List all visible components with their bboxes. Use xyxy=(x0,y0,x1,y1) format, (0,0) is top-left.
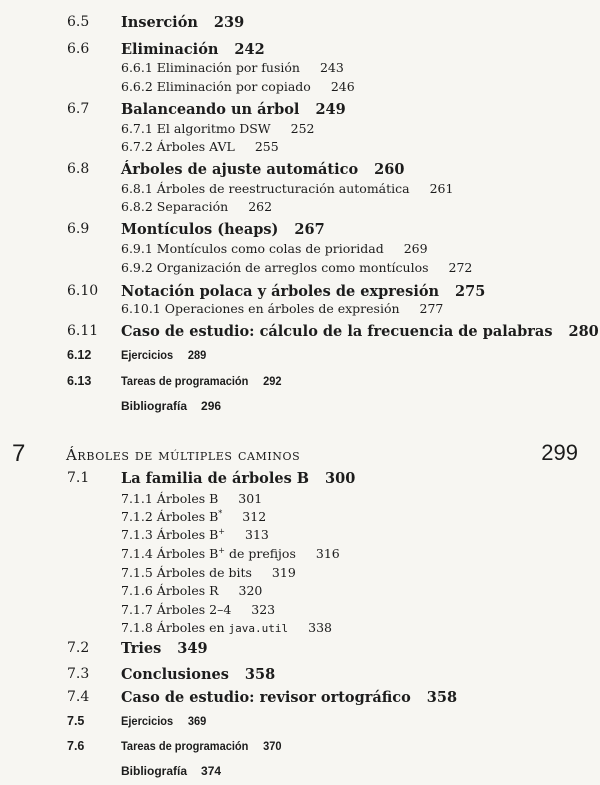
toc-subsection xyxy=(121,199,272,214)
bibliography-entry xyxy=(121,399,221,413)
subsection-page: 272 xyxy=(448,260,473,275)
chapter-heading xyxy=(0,440,600,470)
subsection-page: 319 xyxy=(271,565,296,580)
section-title-text: Ejercicios xyxy=(121,348,174,362)
subsection-title: Árboles R xyxy=(156,583,219,598)
section-page: 267 xyxy=(294,221,325,238)
bibliography-page: 296 xyxy=(201,399,222,413)
section-title-text: Montículos (heaps) xyxy=(121,221,279,238)
subsection-number: 6.8.2 xyxy=(121,199,153,214)
subsection-title: Eliminación por copiado xyxy=(156,79,311,94)
section-number: 7.6 xyxy=(67,739,85,753)
subsection-title: Operaciones en árboles de expresión xyxy=(164,301,400,316)
subsection-title: Árboles de reestructuración automática xyxy=(156,181,410,196)
subsection-number: 6.7.2 xyxy=(121,139,153,154)
subsection-title: Árboles AVL xyxy=(156,139,235,154)
section-title-text: Árboles de ajuste automático xyxy=(121,161,359,178)
subsection-title: Árboles B xyxy=(156,546,219,561)
section-page: 239 xyxy=(213,14,245,31)
toc-subsection xyxy=(121,241,428,256)
section-number: 6.8 xyxy=(67,161,90,177)
section-page: 349 xyxy=(177,640,208,657)
section-title-text: La familia de árboles B xyxy=(121,470,310,487)
section-title xyxy=(121,739,282,753)
section-title-text: Eliminación xyxy=(121,41,219,58)
section-title xyxy=(121,374,282,388)
section-title xyxy=(121,348,206,362)
section-title-text: Caso de estudio: cálculo de la frecuencia de palabras xyxy=(121,323,553,340)
toc-subsection xyxy=(121,620,332,635)
toc-subsection xyxy=(121,60,344,75)
section-page: 280 xyxy=(568,323,599,340)
section-title xyxy=(121,161,404,178)
section-title xyxy=(121,323,599,340)
section-number: 6.12 xyxy=(67,348,92,362)
subsection-number: 7.1.3 xyxy=(121,527,153,542)
section-page: 260 xyxy=(374,161,405,178)
toc-subsection xyxy=(121,565,296,580)
section-number: 6.5 xyxy=(67,14,90,30)
toc-subsection xyxy=(121,583,262,598)
subsection-page: 252 xyxy=(290,121,315,136)
subsection-page: 301 xyxy=(238,491,263,506)
section-title-text: Notación polaca y árboles de expresión xyxy=(121,283,440,300)
section-number: 7.1 xyxy=(67,470,90,486)
subsection-page: 313 xyxy=(245,527,269,542)
section-title xyxy=(121,714,206,728)
subsection-number: 7.1.1 xyxy=(121,491,153,506)
toc-subsection xyxy=(121,301,443,316)
section-page: 358 xyxy=(244,666,276,683)
bibliography-entry xyxy=(121,764,221,778)
section-title-text: Ejercicios xyxy=(121,714,174,728)
toc-subsection xyxy=(121,181,453,196)
section-page: 242 xyxy=(234,41,265,58)
section-page: 289 xyxy=(187,348,207,362)
subsection-page: 246 xyxy=(330,79,355,94)
section-page: 275 xyxy=(455,283,486,300)
section-number: 7.3 xyxy=(67,666,90,682)
subsection-number: 7.1.4 xyxy=(121,546,153,561)
subsection-page: 277 xyxy=(419,301,444,316)
section-title xyxy=(121,689,457,706)
subsection-title: El algoritmo DSW xyxy=(156,121,271,136)
subsection-number: 7.1.2 xyxy=(121,509,153,524)
subsection-title: Árboles 2–4 xyxy=(156,602,232,617)
subsection-title: Separación xyxy=(156,199,229,214)
subsection-page: 269 xyxy=(403,241,428,256)
section-title-text: Caso de estudio: revisor ortográfico xyxy=(121,689,411,706)
section-title xyxy=(121,41,265,58)
subsection-title: Eliminación por fusión xyxy=(156,60,300,75)
subsection-page: 261 xyxy=(429,181,454,196)
subsection-page: 316 xyxy=(315,546,340,561)
section-title-text: Tareas de programación xyxy=(121,739,249,753)
bibliography-label: Bibliografía xyxy=(121,399,188,413)
section-number: 6.10 xyxy=(67,283,99,299)
toc-subsection xyxy=(121,509,266,524)
section-title xyxy=(121,640,208,657)
subsection-number: 6.6.2 xyxy=(121,79,153,94)
subsection-number: 7.1.7 xyxy=(121,602,153,617)
section-title-text: Balanceando un árbol xyxy=(121,101,300,118)
bibliography-label: Bibliografía xyxy=(121,764,188,778)
subsection-title: Árboles B xyxy=(156,527,219,542)
subsection-title: Árboles de bits xyxy=(156,565,252,580)
section-number: 6.6 xyxy=(67,41,90,57)
section-title-text: Inserción xyxy=(121,14,198,31)
subsection-code: java.util xyxy=(228,622,289,635)
section-title xyxy=(121,470,355,487)
subsection-page: 323 xyxy=(251,602,276,617)
section-number: 6.9 xyxy=(67,221,90,237)
section-title xyxy=(121,666,275,683)
section-title-text: Tries xyxy=(121,640,162,657)
toc-subsection xyxy=(121,260,472,275)
subsection-title: Organización de arreglos como montículos xyxy=(156,260,429,275)
section-title-text: Conclusiones xyxy=(121,666,229,683)
subsection-number: 6.6.1 xyxy=(121,60,153,75)
subsection-number: 7.1.5 xyxy=(121,565,153,580)
section-page: 369 xyxy=(187,714,207,728)
toc-subsection xyxy=(121,527,269,542)
section-number: 7.4 xyxy=(67,689,90,705)
section-page: 249 xyxy=(315,101,346,118)
subsection-number: 6.10.1 xyxy=(121,301,161,316)
section-title xyxy=(121,283,485,300)
section-page: 358 xyxy=(426,689,458,706)
subsection-superscript: + xyxy=(218,545,225,555)
chapter-page: 299 xyxy=(541,440,578,465)
section-number: 6.11 xyxy=(67,323,99,339)
section-page: 370 xyxy=(263,739,282,753)
subsection-superscript: + xyxy=(218,526,225,536)
subsection-page: 312 xyxy=(242,509,267,524)
section-number: 7.2 xyxy=(67,640,90,656)
toc-subsection xyxy=(121,546,340,561)
subsection-page: 243 xyxy=(319,60,344,75)
section-page: 292 xyxy=(263,374,282,388)
toc-subsection xyxy=(121,79,355,94)
subsection-number: 6.7.1 xyxy=(121,121,153,136)
section-number: 6.7 xyxy=(67,101,90,117)
section-title xyxy=(121,14,244,31)
section-title xyxy=(121,221,325,238)
subsection-number: 7.1.8 xyxy=(121,620,153,635)
subsection-title: Árboles B xyxy=(156,509,219,524)
subsection-page: 262 xyxy=(248,199,273,214)
subsection-page: 338 xyxy=(308,620,333,635)
toc-subsection xyxy=(121,139,279,154)
subsection-title-rest: de prefijos xyxy=(225,546,296,561)
subsection-title: Montículos como colas de prioridad xyxy=(156,241,384,256)
subsection-title: Árboles en xyxy=(156,620,229,635)
subsection-number: 6.9.1 xyxy=(121,241,153,256)
section-title-text: Tareas de programación xyxy=(121,374,249,388)
subsection-number: 6.9.2 xyxy=(121,260,153,275)
bibliography-page: 374 xyxy=(201,764,222,778)
subsection-title: Árboles B xyxy=(156,491,219,506)
subsection-superscript: * xyxy=(218,508,223,518)
chapter-title: Árboles de múltiples caminos xyxy=(66,446,301,464)
section-number: 7.5 xyxy=(67,714,85,728)
subsection-page: 255 xyxy=(254,139,279,154)
toc-subsection xyxy=(121,602,275,617)
section-title xyxy=(121,101,346,118)
subsection-number: 7.1.6 xyxy=(121,583,153,598)
section-number: 6.13 xyxy=(67,374,92,388)
chapter-number: 7 xyxy=(12,440,26,467)
subsection-number: 6.8.1 xyxy=(121,181,153,196)
subsection-page: 320 xyxy=(238,583,263,598)
toc-subsection xyxy=(121,121,315,136)
toc-subsection xyxy=(121,491,262,506)
section-page: 300 xyxy=(325,470,356,487)
